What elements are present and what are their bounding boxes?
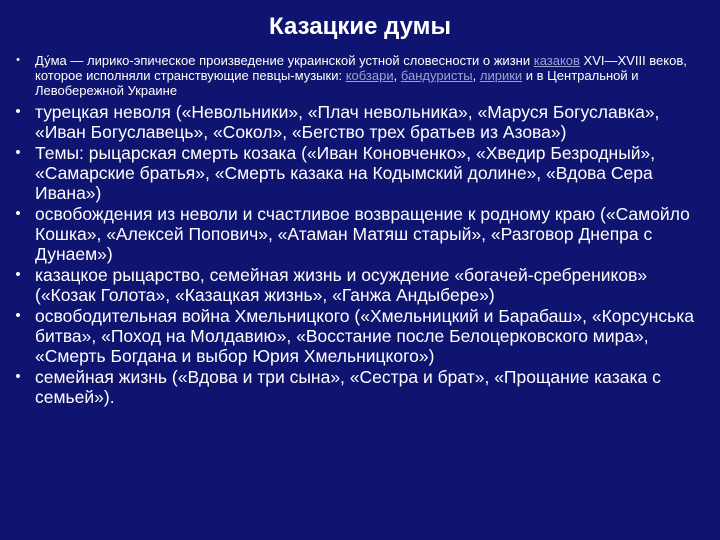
bullet-marker: •	[15, 266, 21, 283]
intro-text-5: и в Центральной и Левобережной Украине	[35, 68, 639, 98]
bullet-item	[8, 204, 712, 264]
bullet-marker: •	[15, 205, 21, 222]
bullet-intro	[8, 53, 712, 98]
slide-title: Казацкие думы	[269, 13, 451, 40]
intro-text-1: — лирико-эпическое произведение украинской устной словесности о жизни	[66, 53, 534, 68]
bullet-list	[8, 53, 712, 408]
bullet-item	[8, 143, 712, 203]
intro-text-4: ,	[472, 68, 480, 83]
bullet-text: освободительная война Хмельницкого («Хмельницкий и Барабаш», «Корсунська битва», «Поход на Молдавию», «Восстание после Белоцерковского мира», «Смерть Богдана и выбор Юрия Хмельницкого»)	[35, 306, 695, 366]
bullet-marker: •	[16, 54, 20, 66]
link-kobzari[interactable]: кобзари	[345, 68, 394, 83]
bullet-item	[8, 306, 712, 366]
bullet-marker: •	[15, 368, 21, 385]
bullet-text: освобождения из неволи и счастливое возвращение к родному краю («Самойло Кошка», «Алексей Попович», «Атаман Матяш старый», «Разговор Днепра с Дунаем»)	[35, 204, 690, 264]
link-banduristy[interactable]: бандуристы	[400, 68, 473, 83]
bullet-item	[8, 265, 712, 305]
intro-term: Ду́ма	[35, 53, 67, 68]
intro-text	[35, 53, 687, 98]
intro-text-2: XVI—XVIII веков, которое исполняли странствующие певцы-музыки:	[35, 53, 687, 83]
bullet-item	[8, 102, 712, 142]
link-kazakov[interactable]: казаков	[533, 53, 580, 68]
bullet-marker: •	[15, 103, 21, 120]
link-liriki[interactable]: лирики	[479, 68, 523, 83]
bullet-marker: •	[15, 144, 21, 161]
intro-text-3: ,	[393, 68, 401, 83]
bullet-text: турецкая неволя («Невольники», «Плач невольника», «Маруся Богуславка», «Иван Богуславець», «Сокол», «Бегство трех братьев из Азова»)	[35, 102, 660, 142]
bullet-text: Темы: рыцарская смерть козака («Иван Коновченко», «Хведир Безродный», «Самарские братья», «Смерть казака на Кодымский долине», «Вдова Сера Ивана»)	[35, 143, 656, 203]
bullet-text: семейная жизнь («Вдова и три сына», «Сестра и брат», «Прощание казака с семьей»).	[35, 367, 661, 407]
bullet-marker: •	[15, 307, 21, 324]
bullet-item	[8, 367, 712, 407]
bullet-text: казацкое рыцарство, семейная жизнь и осуждение «богачей-сребреников» («Козак Голота», «Казацкая жизнь», «Ганжа Андыбере»)	[35, 265, 648, 305]
